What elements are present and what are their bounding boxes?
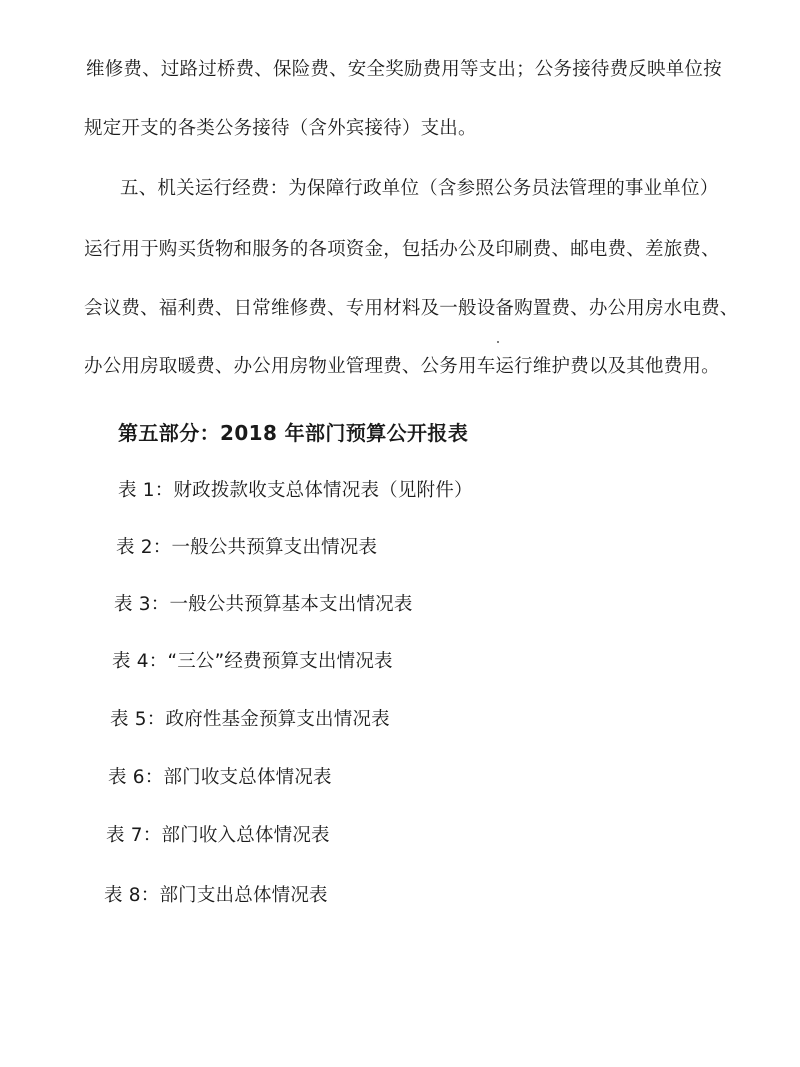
paragraph-line: 维修费、过路过桥费、保险费、安全奖励费用等支出；公务接待费反映单位按 (86, 59, 722, 80)
table-list-item: 表 5：政府性基金预算支出情况表 (110, 709, 390, 730)
table-list-item: 表 3：一般公共预算基本支出情况表 (114, 594, 413, 615)
paragraph-line: 办公用房取暖费、办公用房物业管理费、公务用车运行维护费以及其他费用。 (84, 356, 720, 377)
paragraph-line: 规定开支的各类公务接待（含外宾接待）支出。 (84, 118, 477, 139)
scan-speck (497, 341, 499, 343)
paragraph-line: 五、机关运行经费：为保障行政单位（含参照公务员法管理的事业单位） (120, 178, 719, 199)
table-list-item: 表 2：一般公共预算支出情况表 (116, 537, 378, 558)
section-heading: 第五部分：2018 年部门预算公开报表 (118, 421, 469, 445)
table-list-item: 表 6：部门收支总体情况表 (108, 767, 332, 788)
paragraph-line: 会议费、福利费、日常维修费、专用材料及一般设备购置费、办公用房水电费、 (84, 298, 739, 319)
paragraph-line: 运行用于购买货物和服务的各项资金，包括办公及印刷费、邮电费、差旅费、 (84, 239, 720, 260)
table-list-item: 表 4：“三公”经费预算支出情况表 (112, 651, 393, 672)
table-list-item: 表 8：部门支出总体情况表 (104, 885, 328, 906)
table-list-item: 表 1：财政拨款收支总体情况表（见附件） (118, 480, 473, 501)
table-list-item: 表 7：部门收入总体情况表 (106, 825, 330, 846)
